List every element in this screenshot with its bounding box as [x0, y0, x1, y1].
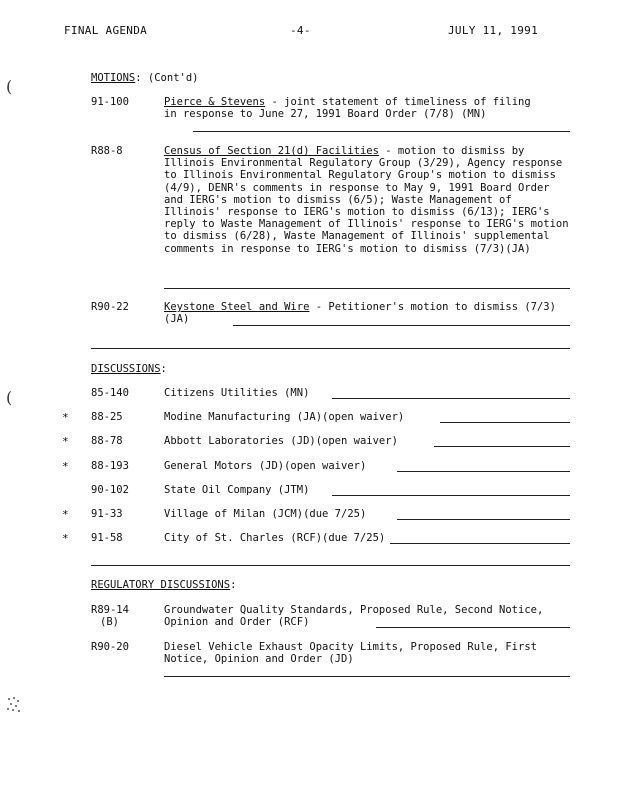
discussions-heading: DISCUSSIONS:	[91, 363, 167, 375]
priority-star: *	[62, 435, 69, 448]
discussion-title: General Motors (JD)(open waiver)	[164, 460, 367, 472]
signature-line	[233, 325, 570, 326]
docket-subpart: (B)	[100, 616, 119, 628]
signature-line	[376, 627, 570, 628]
regulatory-description: Diesel Vehicle Exhaust Opacity Limits, Proposed Rule, First Notice, Opinion and Order (JD)	[164, 641, 537, 666]
section-divider	[91, 348, 570, 349]
docket-number: 88-193	[91, 460, 129, 472]
docket-number: 88-25	[91, 411, 123, 423]
signature-line	[193, 131, 570, 132]
page-number: -4-	[290, 24, 311, 37]
docket-number: R89-14	[91, 604, 129, 616]
section-divider	[91, 565, 570, 566]
motion-description: Census of Section 21(d) Facilities - motion to dismiss by Illinois Environmental Regulatory Group (3/29), Agency response to Illinois Environmental Regulatory Group's motion to dismiss (4/9), DENR's comments in response to May 9, 1991 Board Order and IERG's motion to dismiss (6/5); Waste Management of Illinois' response to IERG's motion to dismiss (6/13); IERG's reply to Waste Management of Illinois' response to IERG's motion to dismiss (6/28), Waste Management of Illinois' supplemental comments in response to IERG's motion to dismiss (7/3)(JA)	[164, 145, 569, 255]
priority-star: *	[62, 532, 69, 545]
priority-star: *	[62, 460, 69, 473]
regulatory-heading: REGULATORY DISCUSSIONS:	[91, 579, 237, 591]
discussion-title: Modine Manufacturing (JA)(open waiver)	[164, 411, 405, 423]
docket-number: 91-33	[91, 508, 123, 520]
priority-star: *	[62, 508, 69, 521]
signature-line	[397, 471, 570, 472]
motion-description: Pierce & Stevens - joint statement of timeliness of filing in response to June 27, 1991 Board Order (7/8) (MN)	[164, 96, 531, 121]
scan-speckle	[6, 696, 22, 714]
docket-number: 85-140	[91, 387, 129, 399]
docket-number: 88-78	[91, 435, 123, 447]
signature-line	[390, 543, 570, 544]
header-date: JULY 11, 1991	[448, 24, 538, 37]
discussion-title: Abbott Laboratories (JD)(open waiver)	[164, 435, 398, 447]
signature-line	[434, 446, 570, 447]
discussion-title: State Oil Company (JTM)	[164, 484, 310, 496]
priority-star: *	[62, 411, 69, 424]
regulatory-description: Groundwater Quality Standards, Proposed Rule, Second Notice, Opinion and Order (RCF)	[164, 604, 544, 629]
docket-number: R90-22	[91, 301, 129, 313]
discussion-title: City of St. Charles (RCF)(due 7/25)	[164, 532, 386, 544]
signature-line	[164, 288, 570, 289]
docket-number: 90-102	[91, 484, 129, 496]
docket-number: R88-8	[91, 145, 123, 157]
motions-heading: MOTIONS: (Cont'd)	[91, 72, 199, 84]
docket-number: R90-20	[91, 641, 129, 653]
docket-number: 91-58	[91, 532, 123, 544]
discussion-title: Citizens Utilities (MN)	[164, 387, 310, 399]
signature-line	[332, 398, 570, 399]
signature-line	[397, 519, 570, 520]
signature-line	[332, 495, 570, 496]
motion-description: Keystone Steel and Wire - Petitioner's motion to dismiss (7/3)(JA)	[164, 301, 556, 326]
margin-mark: (	[6, 388, 13, 407]
header-left: FINAL AGENDA	[64, 24, 148, 37]
signature-line	[440, 422, 570, 423]
discussion-title: Village of Milan (JCM)(due 7/25)	[164, 508, 367, 520]
signature-line	[164, 676, 570, 677]
margin-mark: (	[6, 77, 13, 96]
docket-number: 91-100	[91, 96, 129, 108]
